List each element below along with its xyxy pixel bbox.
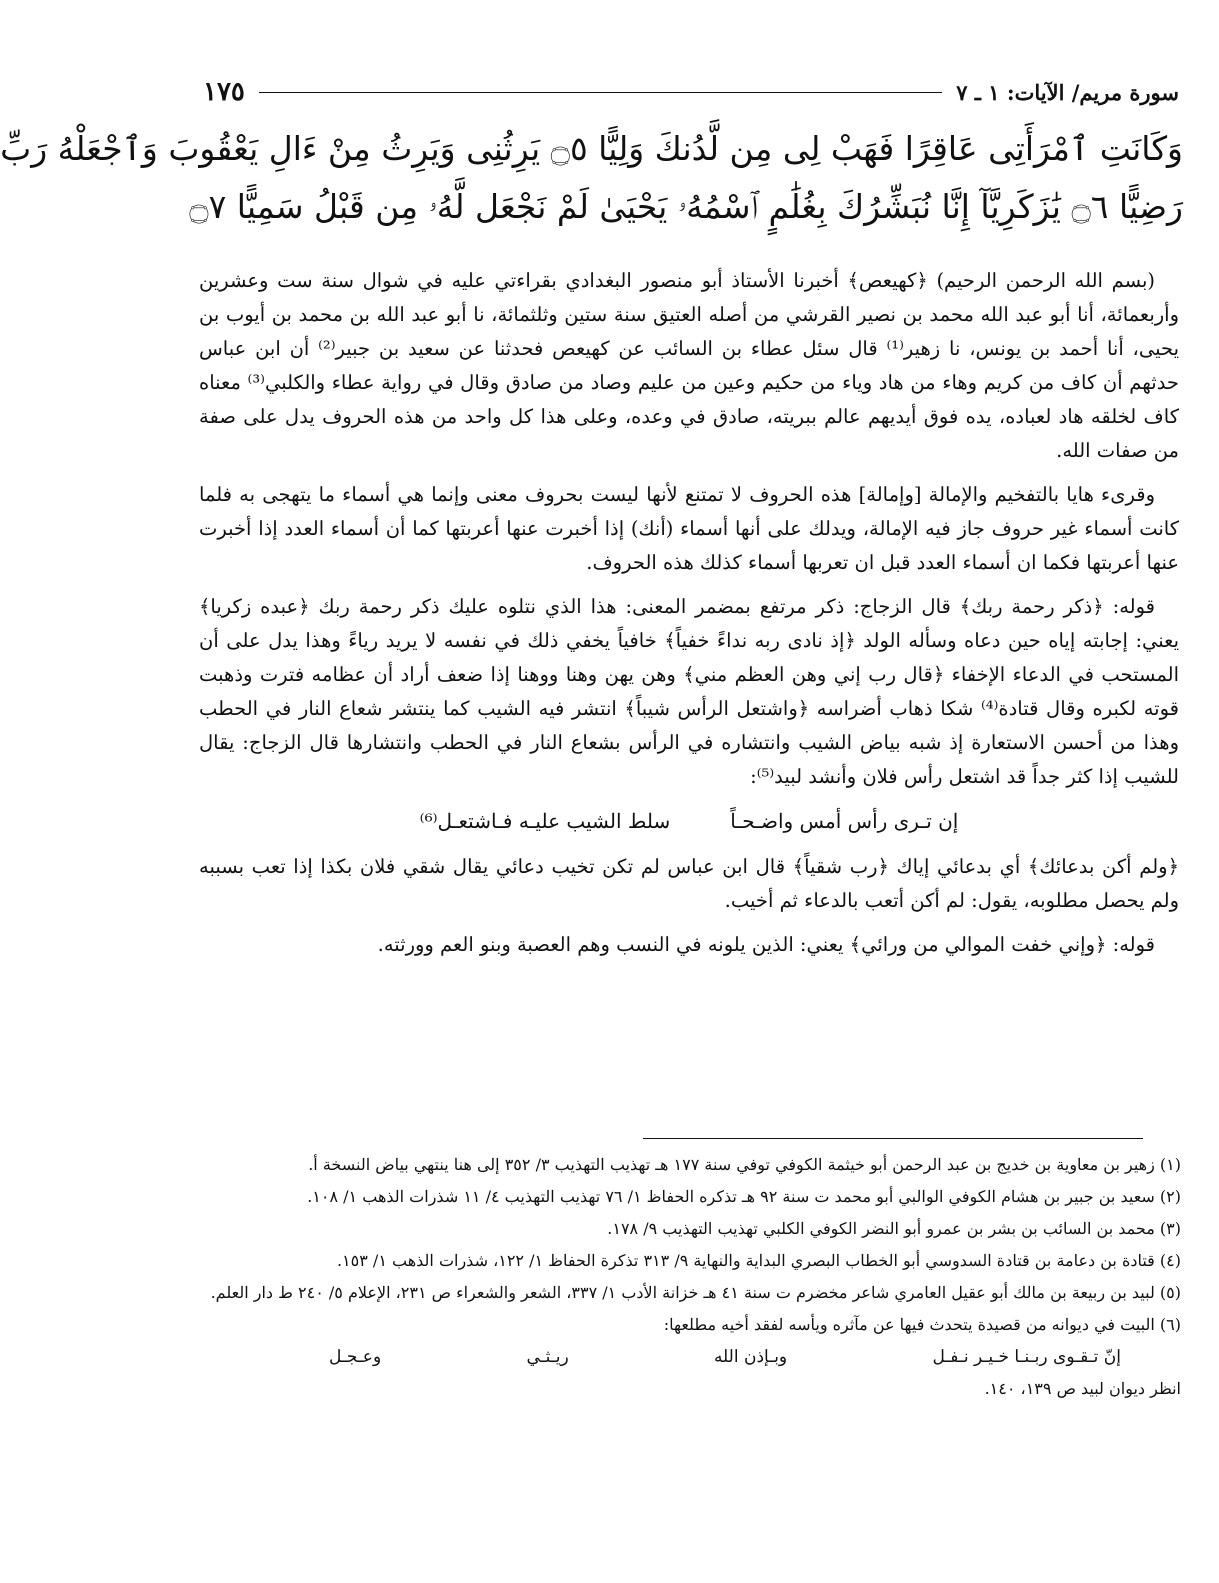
footnotes: [199, 1150, 1181, 1406]
footnote: (٢) سعيد بن جبير بن هشام الكوفي الوالبي أبو محمد ت سنة ٩٢ هـ تذكره الحفاظ ١/ ٧٦ تهذيب التهذيب ٤/ ١١ شذرات الذهب ١/ ١٠٨.: [307, 1187, 1181, 1206]
footnote-poem-part: وبـإذن الله: [713, 1347, 788, 1367]
running-head: [203, 72, 1179, 112]
paragraph: (بسم الله الرحمن الرحيم) ﴿كهيعص﴾ أخبرنا الأستاذ أبو منصور البغدادي بقراءتي عليه في شوال سنة ست وعشرين وأربعمائة، أنا أبو عبد الله محمد بن نصير القرشي من أصله العتيق سنة ستين وثلثمائة، نا أبو عبد الله بن محمد بن أيوب بن يحيى، أنا أحمد بن يونس، نا زهير⁽¹⁾ قال سئل عطاء بن السائب عن كهيعص فحدثنا عن سعيد بن جبير⁽²⁾ أن ابن عباس حدثهم أن كاف من كريم وهاء من هاد وياء من حكيم وعين من عليم وصاد من صادق وقال في رواية عطاء والكلبي⁽³⁾ معناه كاف لخلقه هاد لعباده، يده فوق أيديهم عالم ببريته، صادق في وعده، وعلى هذا كل واحد من هذه الحروف يدل على صفة من صفات الله.: [199, 269, 1179, 462]
footnote-poem-part: وعـجـل: [329, 1347, 382, 1367]
verse-line: رَضِيًّا ۝٦ يَٰزَكَرِيَّآ إِنَّا نُبَشِّرُكَ بِغُلَٰمٍ ٱسْمُهُۥ يَحْيَىٰ لَمْ نَجْعَل لَّهُۥ مِن قَبْلُ سَمِيًّا ۝٧: [189, 187, 1183, 226]
quran-verses: [0, 120, 1183, 236]
footnote: (١) زهير بن معاوية بن خديج بن عبد الرحمن أبو خيثمة الكوفي توفي سنة ١٧٧ هـ تهذيب التهذيب ٣/ ٣٥٢ إلى هنا ينتهي بياض النسخة أ.: [308, 1155, 1181, 1174]
poem-hemistich-first: إن تـرى رأس أمس واضـحـاً: [730, 809, 959, 833]
page-number: ١٧٥: [203, 77, 245, 107]
header-rule: [259, 92, 942, 93]
paragraph: قوله: ﴿وإني خفت الموالي من ورائي﴾ يعني: الذين يلونه في النسب وهم العصبة وبنو العم وورثته.: [377, 933, 1155, 956]
footnote: (٥) لبيد بن ربيعة بن مالك أبو عقيل العامري شاعر مخضرم ت سنة ٤١ هـ خزانة الأدب ١/ ٣٣٧، الشعر والشعراء ص ٢٣١، الإعلام ٥/ ٢٤٠ ط دار العلم.: [210, 1283, 1181, 1302]
commentary-body: [199, 264, 1179, 972]
poem-hemistich-second: سلط الشيب عليـه فـاشتعـل⁽⁶⁾: [419, 809, 671, 833]
footnote: (٣) محمد بن السائب بن بشر بن عمرو أبو النضر الكوفي الكلبي تهذيب التهذيب ٩/ ١٧٨.: [607, 1219, 1181, 1238]
footnote-poem-part: إنّ تـقـوى ربـنـا خـيـر نـفـل: [932, 1347, 1121, 1367]
poem-verse: [199, 804, 1179, 838]
footnote-poem: [199, 1342, 1181, 1372]
paragraph: ﴿ولم أكن بدعائك﴾ أي بدعائي إياك ﴿رب شقياً﴾ قال ابن عباس لم تكن تخيب دعائي يقال شقي فلان بكذا إذا تعب بسببه ولم يحصل مطلوبه، يقول: لم أكن أتعب بالدعاء ثم أخيب.: [199, 855, 1179, 912]
surah-heading: سورة مريم/ الآيات: ١ ـ ٧: [956, 79, 1179, 105]
footnote: (٦) البيت في ديوانه من قصيدة يتحدث فيها عن مآثره ويأسه لفقد أخيه مطلعها:: [663, 1315, 1181, 1334]
footnote-poem-part: ريـثـي: [526, 1347, 569, 1367]
paragraph: قوله: ﴿ذكر رحمة ربك﴾ قال الزجاج: ذكر مرتفع بمضمر المعنى: هذا الذي نتلوه عليك ذكر رحمة ربك ﴿عبده زكريا﴾ يعني: إجابته إياه حين دعاه وسأله الولد ﴿إذ نادى ربه نداءً خفياً﴾ خافياً يخفي ذلك في نفسه لا يريد رياءً وهذا يدل على أن المستحب في الدعاء الإخفاء ﴿قال رب إني وهن العظم مني﴾ وهن يهن وهنا ووهنا إذا ضعف أراد أن عظامه فترت وذهبت قوته لكبره وقال قتادة⁽⁴⁾ شكا ذهاب أضراسه ﴿واشتعل الرأس شيباً﴾ انتشر فيه الشيب كما ينتشر شعاع النار في الحطب وهذا من أحسن الاستعارة إذ شبه بياض الشيب وانتشاره في الرأس بشعاع النار في الحطب وانتشارها قال الزجاج: يقال للشيب إذا كثر جداً قد اشتعل رأس فلان وأنشد لبيد⁽⁵⁾:: [199, 595, 1179, 788]
paragraph: وقرىء هايا بالتفخيم والإمالة [وإمالة] هذه الحروف لا تمتنع لأنها ليست بحروف معنى وإنما هي أسماء ما يتهجى به فلما كانت أسماء غير حروف جاز فيه الإمالة، ويدلك على أنها أسماء (أنك) إذا أخبرت عنها أعربتها كما أن أسماء العدد إذا أخبرت عنها أعربتها فكما ان أسماء العدد قبل ان تعربها أسماء كذلك هذه الحروف.: [199, 483, 1179, 574]
footnote-rule: [643, 1138, 1143, 1139]
footnote: انظر ديوان لبيد ص ١٣٩، ١٤٠.: [984, 1379, 1181, 1398]
footnote: (٤) قتادة بن دعامة بن قتادة السدوسي أبو الخطاب البصري البداية والنهاية ٩/ ٣١٣ تذكرة الحفاظ ١/ ١٢٢، شذرات الذهب ١/ ١٥٣.: [336, 1251, 1181, 1270]
verse-line: وَكَانَتِ ٱمْرَأَتِى عَاقِرًا فَهَبْ لِى مِن لَّدُنكَ وَلِيًّا ۝٥ يَرِثُنِى وَيَرِثُ مِنْ ءَالِ يَعْقُوبَ وَٱجْعَلْهُ رَبِّ: [0, 129, 1183, 168]
